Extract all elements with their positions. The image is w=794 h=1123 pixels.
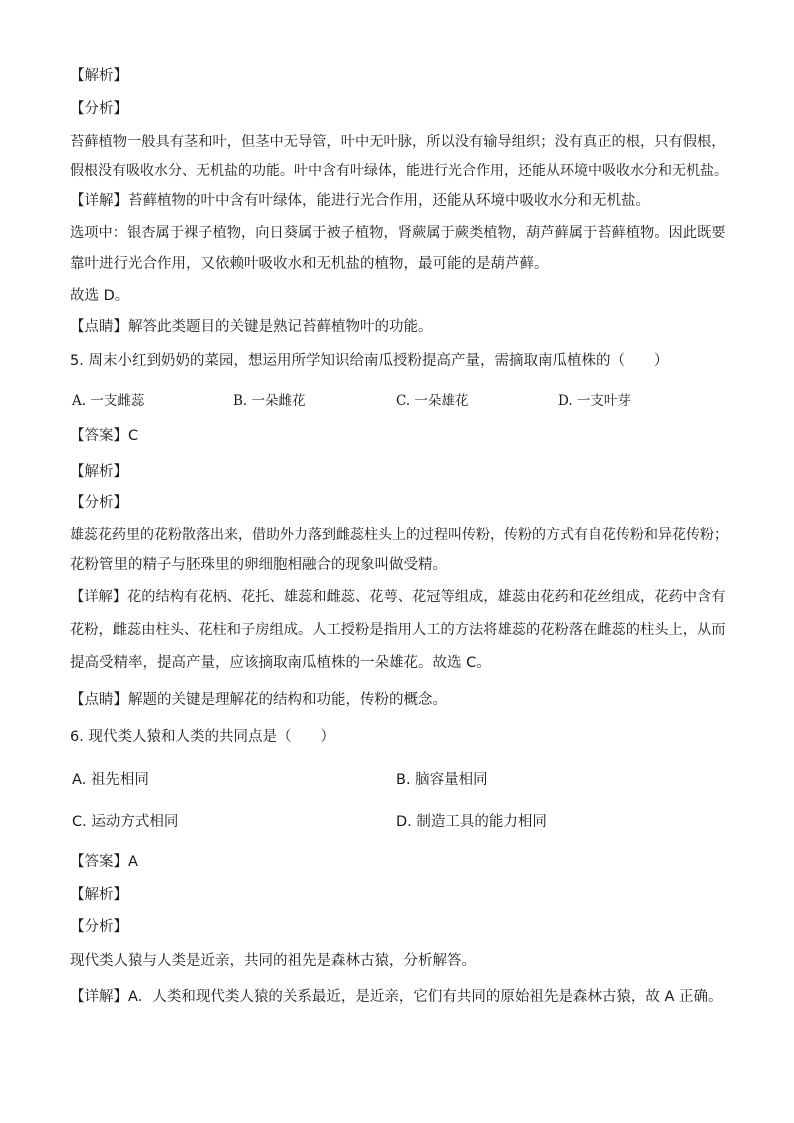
question-5-options <box>70 389 730 411</box>
paragraph-text: 提高受精率，提高产量，应该摘取南瓜植株的一朵雄花。故选 C。 <box>70 655 491 671</box>
paragraph-text: 花粉，雌蕊由柱头、花柱和子房组成。人工授粉是指用人工的方法将雄蕊的花粉落在雌蕊的柱头上，从而 <box>70 622 726 638</box>
q5-option-a: A. 一支雌蕊 <box>72 393 145 409</box>
key-point-text: 【点睛】解题的关键是理解花的结构和功能，传粉的概念。 <box>70 692 447 708</box>
q5-option-d: D. 一支叶芽 <box>558 393 631 409</box>
answer-text: 【答案】C <box>70 428 139 444</box>
section-reasoning-tag: 【分析】 <box>70 101 128 117</box>
section-reasoning-tag: 【分析】 <box>70 495 128 511</box>
q6-option-d: D. 制造工具的能力相同 <box>396 814 547 830</box>
q5-option-c: C. 一朵雄花 <box>396 393 469 409</box>
paragraph-text: 靠叶进行光合作用，又依赖叶吸收水和无机盐的植物，最可能的是葫芦藓。 <box>70 256 549 272</box>
section-analysis-tag: 【解析】 <box>70 887 128 903</box>
section-analysis-tag: 【解析】 <box>70 464 128 480</box>
section-reasoning-tag: 【分析】 <box>70 919 128 935</box>
question-6-options-row-1 <box>70 768 730 790</box>
q6-option-a: A. 祖先相同 <box>72 772 149 788</box>
q5-option-b: B. 一朵雌花 <box>233 393 306 409</box>
question-5-stem: 5. 周末小红到奶奶的菜园，想运用所学知识给南瓜授粉提高产量，需摘取南瓜植株的（ ） <box>70 353 669 369</box>
paragraph-text: 雄蕊花药里的花粉散落出来，借助外力落到雌蕊柱头上的过程叫传粉，传粉的方式有自花传粉和异花传粉； <box>70 527 728 543</box>
paragraph-text: 假根没有吸收水分、无机盐的功能。叶中含有叶绿体，能进行光合作用，还能从环境中吸收水分和无机盐。 <box>70 163 728 179</box>
detail-text: 【详解】苔藓植物的叶中含有叶绿体，能进行光合作用，还能从环境中吸收水分和无机盐。 <box>70 193 650 209</box>
paragraph-text: 苔藓植物一般具有茎和叶，但茎中无导管，叶中无叶脉，所以没有输导组织；没有真正的根，只有假根， <box>70 134 726 150</box>
answer-text: 【答案】A <box>70 854 138 870</box>
question-6-options-row-2 <box>70 810 730 832</box>
question-6-stem: 6. 现代类人猿和人类的共同点是（ ） <box>70 729 335 745</box>
q6-option-b: B. 脑容量相同 <box>396 772 488 788</box>
detail-text: 【详解】花的结构有花柄、花托、雄蕊和雌蕊、花萼、花冠等组成，雄蕊由花药和花丝组成，花药中含有 <box>70 589 726 605</box>
section-analysis-tag: 【解析】 <box>70 68 128 84</box>
paragraph-text: 现代类人猿与人类是近亲，共同的祖先是森林古猿，分析解答。 <box>70 953 476 969</box>
key-point-text: 【点睛】解答此类题目的关键是熟记苔藓植物叶的功能。 <box>70 319 433 335</box>
paragraph-text: 花粉管里的精子与胚珠里的卵细胞相融合的现象叫做受精。 <box>70 557 447 573</box>
paragraph-text: 选项中：银杏属于裸子植物，向日葵属于被子植物，肾蕨属于蕨类植物，葫芦藓属于苔藓植物。因此既要 <box>70 225 726 241</box>
q6-option-c: C. 运动方式相同 <box>72 814 179 830</box>
detail-text: 【详解】A．人类和现代类人猿的关系最近，是近亲，它们有共同的原始祖先是森林古猿，故 A 正确。 <box>70 989 723 1005</box>
conclusion-text: 故选 D。 <box>70 288 130 304</box>
